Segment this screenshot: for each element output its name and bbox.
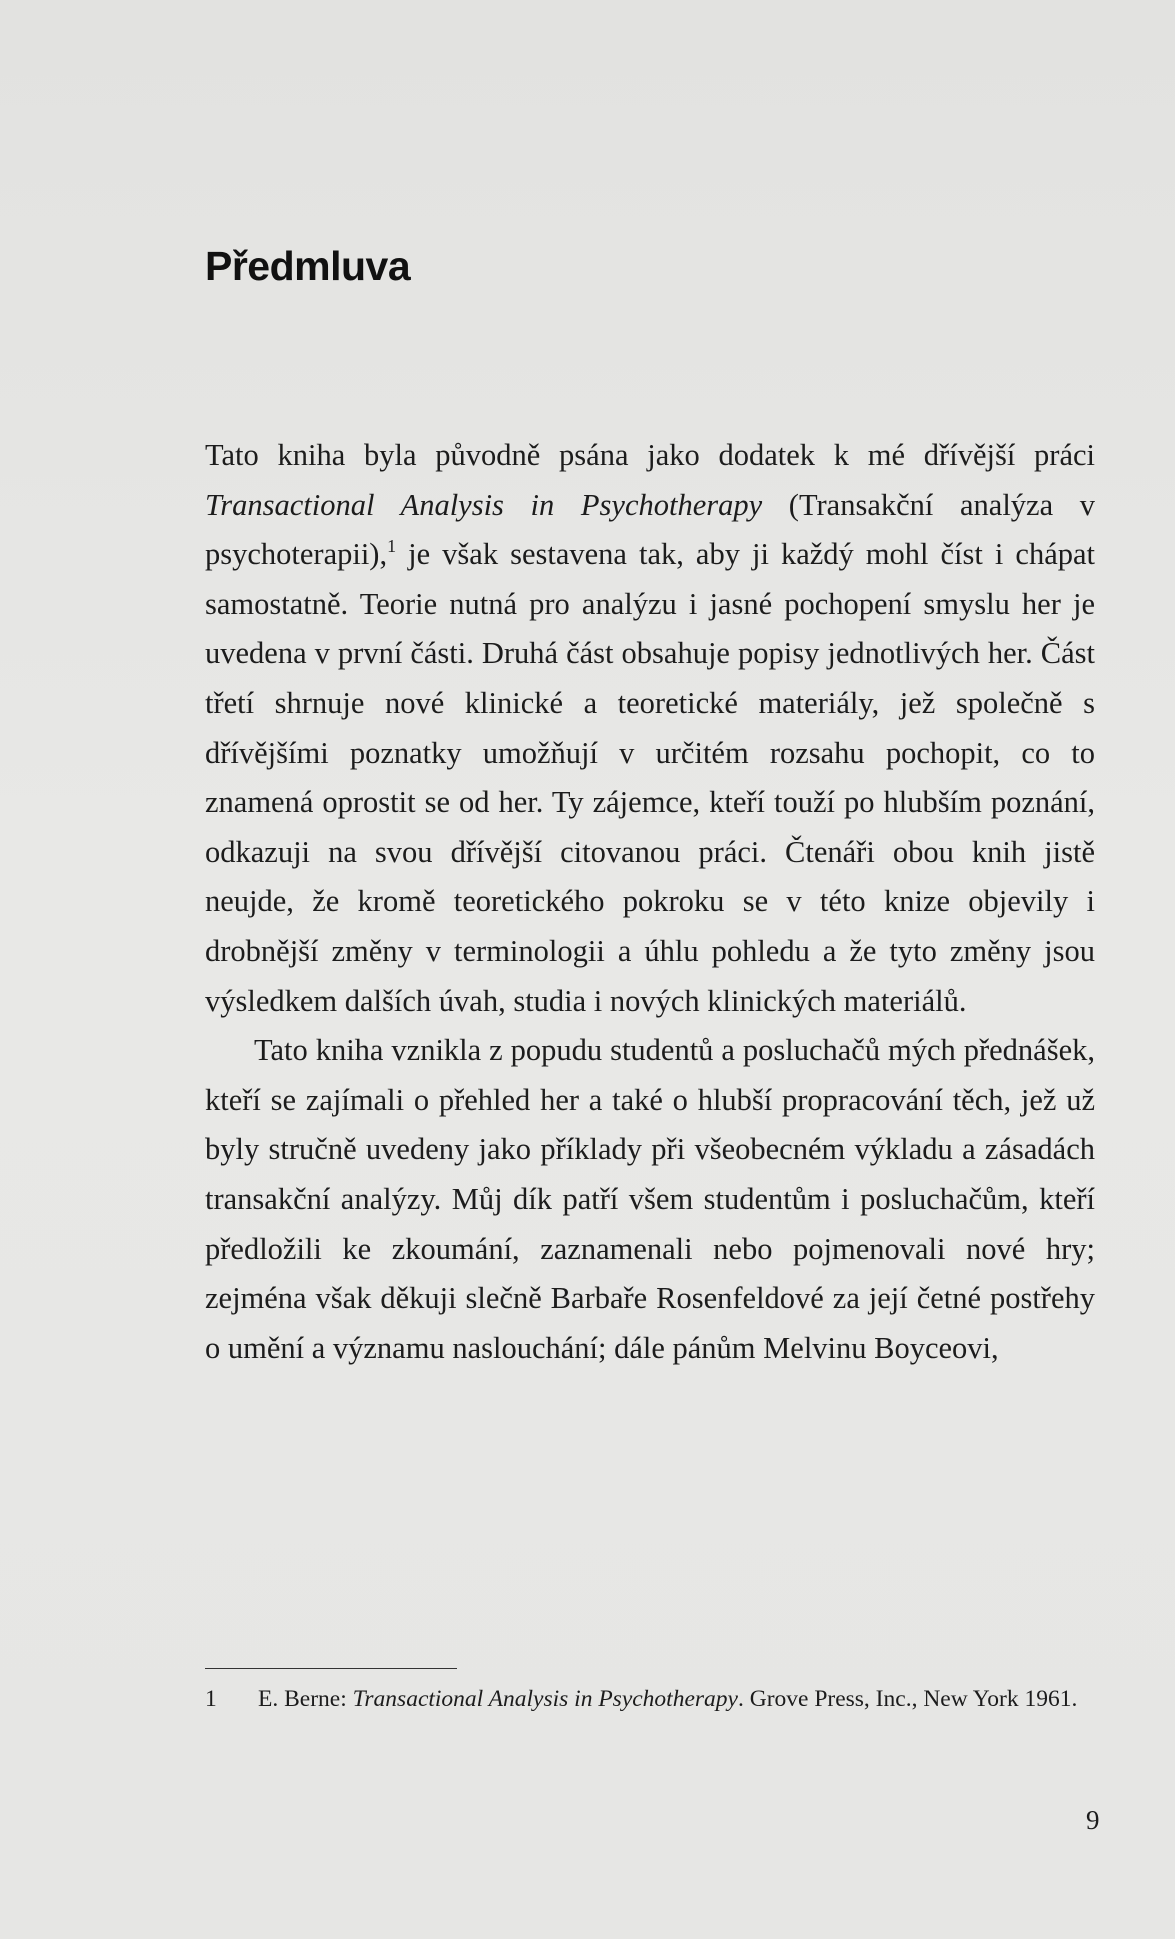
footnote-reference: 1 xyxy=(387,536,397,557)
body-text xyxy=(205,431,1095,1373)
footnote-number: 1 xyxy=(205,1686,217,1712)
footnote-divider xyxy=(205,1668,457,1669)
text-run: . Grove Press, Inc., New York 1961. xyxy=(737,1686,1078,1712)
text-run: (Transakční analýza v psychoterapii), xyxy=(205,487,1096,572)
italic-title: Transactional Analysis in Psychotherapy xyxy=(352,1686,738,1712)
footnote-text xyxy=(258,1681,1095,1717)
paragraph xyxy=(205,431,1095,1026)
text-run: Tato kniha vznikla z popudu studentů a posluchačů mých přednášek, kteří se zajímali o přehled her a také o hlubší propracování těch, jež už byly stručně uvedeny jako příklady při všeobecném výkladu a zásadách transakční analýzy. Můj dík patří všem studentům i posluchačům, kteří předložili ke zkoumání, zaznamenali nebo pojmenovali nové hry; zejména však děkuji slečně Barbaře Rosenfeldové za její četné postřehy o umění a významu naslouchání; dále pánům Melvinu Boyceovi, xyxy=(205,1033,1095,1365)
footnote xyxy=(205,1681,1095,1717)
text-run: je však sestavena tak, aby ji každý mohl číst i chápat samostatně. Teorie nutná pro analýzu i jasné pochopení smyslu her je uvedena v první části. Druhá část obsahuje popisy jednotlivých her. Část třetí shrnuje nové klinické a teoretické materiály, jež společně s dřívějšími poznatky umožňují v určitém rozsahu pochopit, co to znamená oprostit se od her. Ty zájemce, kteří touží po hlubším poznání, odkazuji na svou dřívější citovanou práci. Čtenáři obou knih jistě neujde, že kromě teoretického pokroku se v této knize objevily i drobnější změny v terminologii a úhlu pohledu a že tyto změny jsou výsledkem dalších úvah, studia i nových klinických materiálů. xyxy=(205,537,1095,1018)
text-run: E. Berne: xyxy=(258,1686,353,1712)
italic-title: Transactional Analysis in Psychotherapy xyxy=(205,487,763,522)
paragraph xyxy=(205,1026,1095,1373)
chapter-heading: Předmluva xyxy=(205,243,411,289)
page-number: 9 xyxy=(1086,1805,1100,1835)
text-run: Tato kniha byla původně psána jako dodatek k mé dřívější práci xyxy=(205,438,1095,472)
